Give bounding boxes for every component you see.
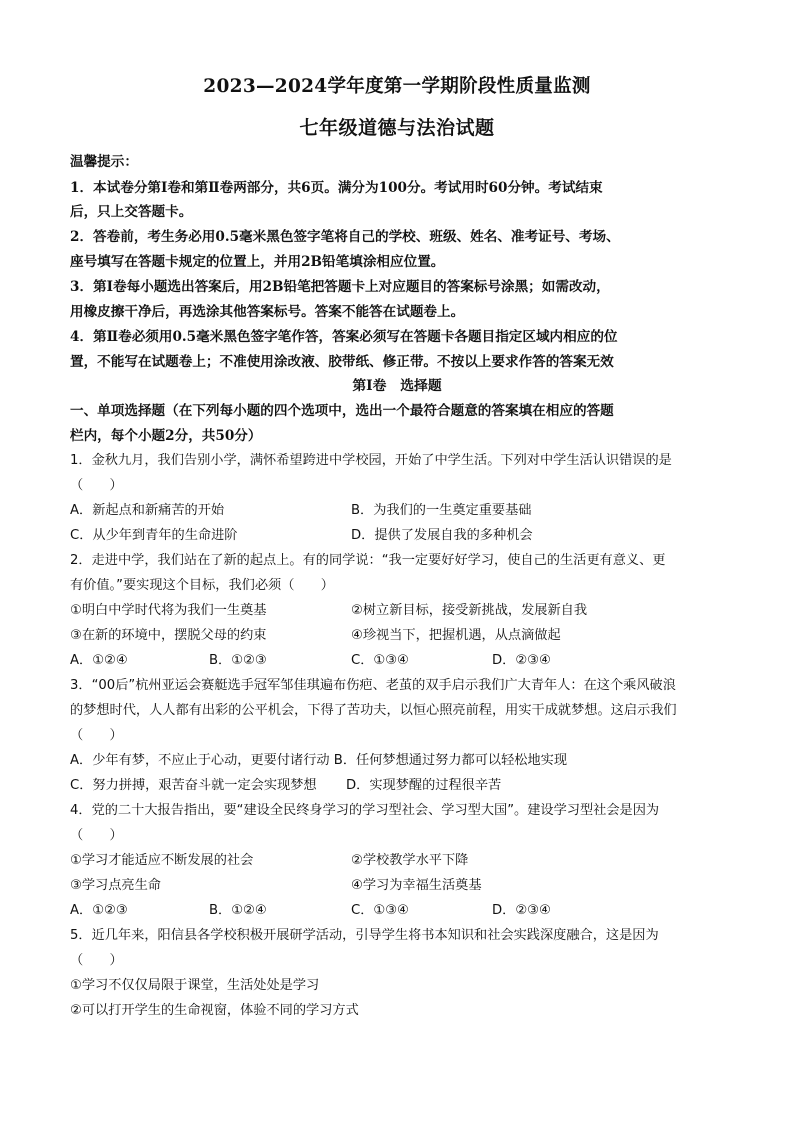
q4-statement-2: ②学校教学水平下降: [351, 853, 469, 868]
q2-option-b: B．①②③: [209, 653, 267, 668]
q5-statement-2: ②可以打开学生的生命视窗，体验不同的学习方式: [70, 1003, 359, 1018]
tips-line-8: 置，不能写在试题卷上；不准使用涂改液、胶带纸、修正带。不按以上要求作答的答案无效: [70, 354, 614, 370]
section-intro-1: 一、单项选择题（在下列每小题的四个选项中，选出一个最符合题意的答案填在相应的答题: [70, 403, 614, 419]
q4-statement-4: ④学习为幸福生活奠基: [351, 878, 482, 893]
q2-stem-2: 有价值。”要实现这个目标，我们必须（ ）: [70, 578, 334, 593]
q3-option-c: C．努力拼搏，艰苦奋斗就一定会实现梦想: [70, 778, 317, 793]
q2-option-a: A．①②④: [70, 653, 128, 668]
q1-stem-1: 1．金秋九月，我们告别小学，满怀希望跨进中学校园，开始了中学生活。下列对中学生活认识错误的是: [70, 453, 672, 468]
q5-statement-1: ①学习不仅仅局限于课堂，生活处处是学习: [70, 978, 320, 993]
q4-option-d: D．②③④: [492, 903, 551, 918]
q1-stem-2: （ ）: [70, 478, 123, 493]
tips-line-6: 用橡皮擦干净后，再选涂其他答案标号。答案不能答在试题卷上。: [70, 304, 465, 320]
q2-option-c: C．①③④: [351, 653, 409, 668]
tips-line-7: 4．第Ⅱ卷必须用0.5毫米黑色签字笔作答，答案必须写在答题卡各题目指定区域内相应的位: [70, 329, 618, 345]
section-intro-2: 栏内，每个小题2分，共50分）: [70, 428, 262, 444]
q2-stem-1: 2．走进中学，我们站在了新的起点上。有的同学说：“我一定要好好学习，使自己的生活更有意义、更: [70, 553, 666, 568]
q4-stem-1: 4．党的二十大报告指出，要“建设全民终身学习的学习型社会、学习型大国”。建设学习型社会是因为: [70, 803, 660, 818]
q2-statement-4: ④珍视当下，把握机遇，从点滴做起: [351, 628, 561, 643]
q5-stem-2: （ ）: [70, 953, 123, 968]
q3-option-d: D．实现梦醒的过程很辛苦: [346, 778, 502, 793]
tips-line-1: 1．本试卷分第Ⅰ卷和第Ⅱ卷两部分，共6页。满分为100分。考试用时60分钟。考试结束: [70, 180, 603, 196]
q1-option-c: C．从少年到青年的生命进阶: [70, 528, 238, 543]
q2-statement-1: ①明白中学时代将为我们一生奠基: [70, 603, 267, 618]
exam-title: 2023—2024学年度第一学期阶段性质量监测: [203, 76, 591, 97]
tips-heading: 温馨提示：: [70, 154, 138, 170]
q4-option-a: A．①②③: [70, 903, 128, 918]
q3-stem-3: （ ）: [70, 728, 123, 743]
q4-stem-2: （ ）: [70, 828, 123, 843]
q4-option-c: C．①③④: [351, 903, 409, 918]
q1-option-b: B．为我们的一生奠定重要基础: [351, 503, 532, 518]
q1-option-d: D．提供了发展自我的多种机会: [351, 528, 533, 543]
q3-stem-1: 3．“00后”杭州亚运会赛艇选手冠军邹佳琪遍布伤疤、老茧的双手启示我们广大青年人：在这个乘风破浪: [70, 678, 676, 693]
q4-option-b: B．①②④: [209, 903, 267, 918]
q5-stem-1: 5．近几年来，阳信县各学校积极开展研学活动，引导学生将书本知识和社会实践深度融合，这是因为: [70, 928, 659, 943]
q3-option-ab: A．少年有梦，不应止于心动，更要付诸行动 B．任何梦想通过努力都可以轻松地实现: [70, 753, 568, 768]
q1-option-a: A．新起点和新痛苦的开始: [70, 503, 225, 518]
tips-line-4: 座号填写在答题卡规定的位置上，并用2B铅笔填涂相应位置。: [70, 254, 445, 270]
section-title: 第Ⅰ卷 选择题: [352, 378, 442, 394]
q4-statement-1: ①学习才能适应不断发展的社会: [70, 853, 254, 868]
tips-line-2: 后，只上交答题卡。: [70, 204, 193, 220]
q2-statement-3: ③在新的环境中，摆脱父母的约束: [70, 628, 267, 643]
q3-stem-2: 的梦想时代，人人都有出彩的公平机会，下得了苦功夫，以恒心照亮前程，用实干成就梦想。这启示我们: [70, 703, 677, 718]
exam-subtitle: 七年级道德与法治试题: [299, 117, 495, 139]
tips-line-3: 2．答卷前，考生务必用0.5毫米黑色签字笔将自己的学校、班级、姓名、准考证号、考场、: [70, 229, 620, 245]
tips-line-5: 3．第Ⅰ卷每小题选出答案后，用2B铅笔把答题卡上对应题目的答案标号涂黑；如需改动，: [70, 279, 610, 295]
q2-statement-2: ②树立新目标，接受新挑战，发展新自我: [351, 603, 588, 618]
q2-option-d: D．②③④: [492, 653, 551, 668]
q4-statement-3: ③学习点亮生命: [70, 878, 161, 893]
